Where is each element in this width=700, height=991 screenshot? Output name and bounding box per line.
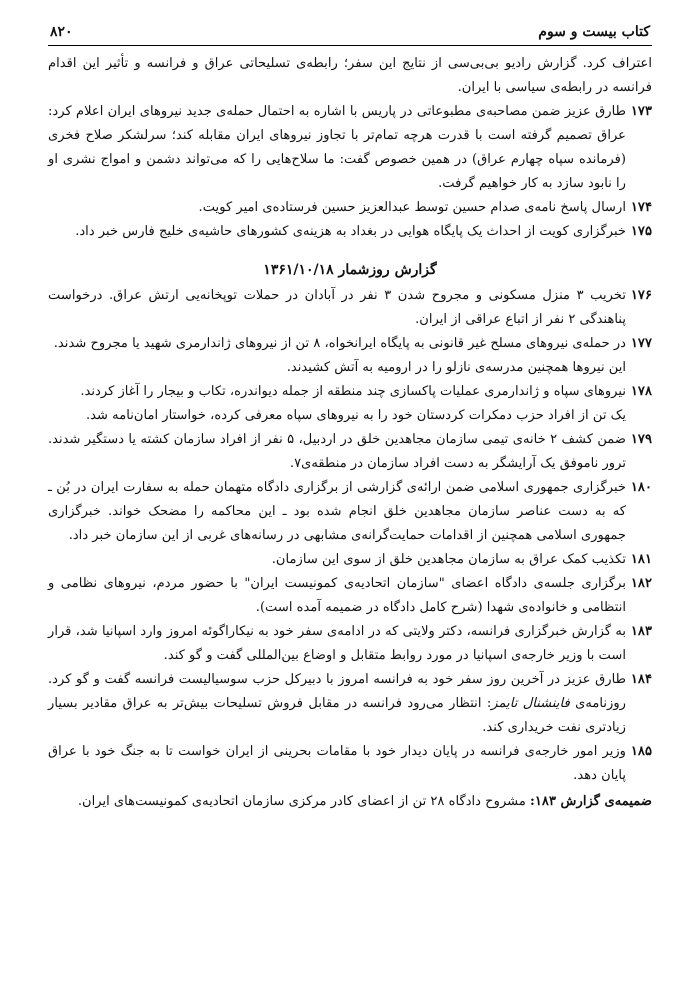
running-header — [48, 24, 652, 46]
item-number: ۱۸۵ — [630, 744, 652, 759]
report-item — [48, 548, 652, 572]
report-item — [48, 284, 652, 332]
item-number: ۱۸۴ — [630, 672, 652, 687]
appendix-label: ضمیمه‌ی گزارش ۱۸۳: — [530, 794, 652, 809]
item-number: ۱۸۳ — [630, 624, 652, 639]
report-item — [48, 476, 652, 548]
item-text-part: : انتظار می‌رود فرانسه در مقابل فروش تسلیحات بیش‌تر به عراق مقادیر بسیار زیادتری نفت خریداری کند. — [48, 696, 626, 735]
item-number: ۱۷۴ — [630, 200, 652, 215]
report-item — [48, 572, 652, 620]
item-number: ۱۷۶ — [630, 288, 652, 303]
report-item — [48, 196, 652, 220]
report-item — [48, 740, 652, 788]
item-text: تکذیب کمک عراق به سازمان مجاهدین خلق از سوی این سازمان. — [271, 552, 626, 567]
appendix-note — [48, 790, 652, 814]
document-page — [48, 24, 652, 814]
page-content — [48, 52, 652, 814]
item-text: خبرگزاری کویت از احداث یک پایگاه هوایی در بغداد به هزینه‌ی کشورهای حاشیه‌ی خلیج فارس خبر داد. — [75, 224, 626, 239]
item-text: به گزارش خبرگزاری فرانسه، دکتر ولایتی که در ادامه‌ی سفر خود به نیکاراگوئه امروز وارد اسپانیا شد، قرار است با وزیر خارجه‌ی اسپانیا در مورد روابط متقابل و اوضاع بین‌المللی گفت و گو کند. — [48, 624, 627, 663]
item-text: خبرگزاری جمهوری اسلامی ضمن ارائه‌ی گزارشی از برگزاری دادگاه متهمان حمله به سفارت ایران در بُن ـ که به دست عناصر سازمان مجاهدین خلق انجام شده بود ـ این محاکمه را مضحک خواند. خبرگزاری جمهوری اسلامی همچنین از اقدامات حمایت‌گرانه‌ی مشابهی در رسانه‌های غربی از این سازمان خبر داد. — [48, 480, 626, 543]
item-text: تخریب ۳ منزل مسکونی و مجروح شدن ۳ نفر در آبادان در حملات توپخانه‌یی ارتش عراق. درخواست پناهندگی ۲ نفر از اتباع عراقی از ایران. — [48, 288, 626, 327]
item-number: ۱۷۹ — [630, 432, 652, 447]
item-number: ۱۷۳ — [630, 104, 652, 119]
item-number: ۱۷۵ — [630, 224, 652, 239]
item-number: ۱۸۰ — [630, 480, 652, 495]
page-number: ۸۲۰ — [50, 24, 73, 40]
item-subparagraph: یک تن از افراد حزب دمکرات کردستان خود را به نیروهای سپاه معرفی کرده، خواستار امان‌نامه شد. — [86, 408, 626, 423]
item-text-part: طارق عزیز در آخرین روز سفر خود به فرانسه امروز با دبیرکل حزب سوسیالیست فرانسه گفت و گو کرد. روزنامه‌ی — [48, 672, 626, 711]
intro-paragraph: اعتراف کرد. گزارش رادیو بی‌بی‌سی از نتایج این سفر؛ رابطه‌ی تسلیحاتی عراق و فرانسه و تأثیر این اقدام فرانسه در رابطه‌ی سیاسی با ایران. — [48, 56, 652, 95]
section-heading: گزارش روزشمار ۱۳۶۱/۱۰/۱۸ — [263, 262, 437, 278]
item-text: نیروهای سپاه و ژاندارمری عملیات پاکسازی چند منطقه از جمله دیواندره، تکاب و بیجار را آغاز کردند. — [80, 384, 626, 399]
report-item — [48, 100, 652, 196]
item-number: ۱۷۸ — [630, 384, 652, 399]
appendix-text: مشروح دادگاه ۲۸ تن از اعضای کادر مرکزی سازمان اتحادیه‌ی کمونیست‌های ایران. — [77, 794, 531, 809]
report-item — [48, 332, 652, 356]
book-title: کتاب بیست و سوم — [538, 24, 650, 40]
item-number: ۱۸۲ — [630, 576, 652, 591]
report-item — [48, 380, 652, 404]
report-list-part1 — [48, 100, 652, 244]
item-subparagraph: این نیروها همچنین مدرسه‌ی نازلو را در ارومیه به آتش کشیدند. — [286, 360, 626, 375]
item-text — [48, 668, 626, 740]
report-list-part2 — [48, 284, 652, 788]
report-item — [48, 668, 652, 740]
item-text: طارق عزیز ضمن مصاحبه‌ی مطبوعاتی در پاریس با اشاره به احتمال حمله‌ی جدید نیروهای ایران اعلام کرد: عراق تصمیم گرفته است با قدرت هرچه تمام‌تر با تجاوز نیروهای ایران مقابله کند؛ سرلشکر صلاح فخری (فرمانده سپاه چهارم عراق) در همین خصوص گفت: ما سلاح‌هایی را که می‌تواند دشمن و امواج نشری او را نابود سازد به کار خواهیم گرفت. — [48, 104, 626, 191]
report-item — [48, 620, 652, 668]
item-number: ۱۷۷ — [630, 336, 652, 351]
report-item — [48, 220, 652, 244]
item-text: ضمن کشف ۲ خانه‌ی تیمی سازمان مجاهدین خلق در اردبیل، ۵ نفر از افراد سازمان کشته یا دستگیر شدند. ترور ناموفق یک آرایشگر به دست افراد سازمان در منطقه‌ی۷. — [48, 432, 627, 471]
item-text: برگزاری جلسه‌ی دادگاه اعضای "سازمان اتحادیه‌ی کمونیست ایران" با حضور مردم، نیروهای نظامی و انتظامی و خانواده‌ی شهدا (شرح کامل دادگاه در ضمیمه آمده است). — [48, 576, 626, 615]
item-text: وزیر امور خارجه‌ی فرانسه در پایان دیدار خود با مقامات بحرینی از ایران خواست تا به جنگ خود با عراق پایان دهد. — [48, 744, 626, 783]
item-text: در حمله‌ی نیروهای مسلح غیر قانونی به پایگاه ایرانخواه، ۸ تن از نیروهای ژاندارمری شهید یا مجروح شدند. — [53, 336, 626, 351]
report-item — [48, 428, 652, 476]
newspaper-name: فاینشنال تایمز — [491, 696, 570, 711]
item-text: ارسال پاسخ نامه‌ی صدام حسین توسط عبدالعزیز حسین فرستاده‌ی امیر کویت. — [198, 200, 626, 215]
item-number: ۱۸۱ — [630, 552, 652, 567]
